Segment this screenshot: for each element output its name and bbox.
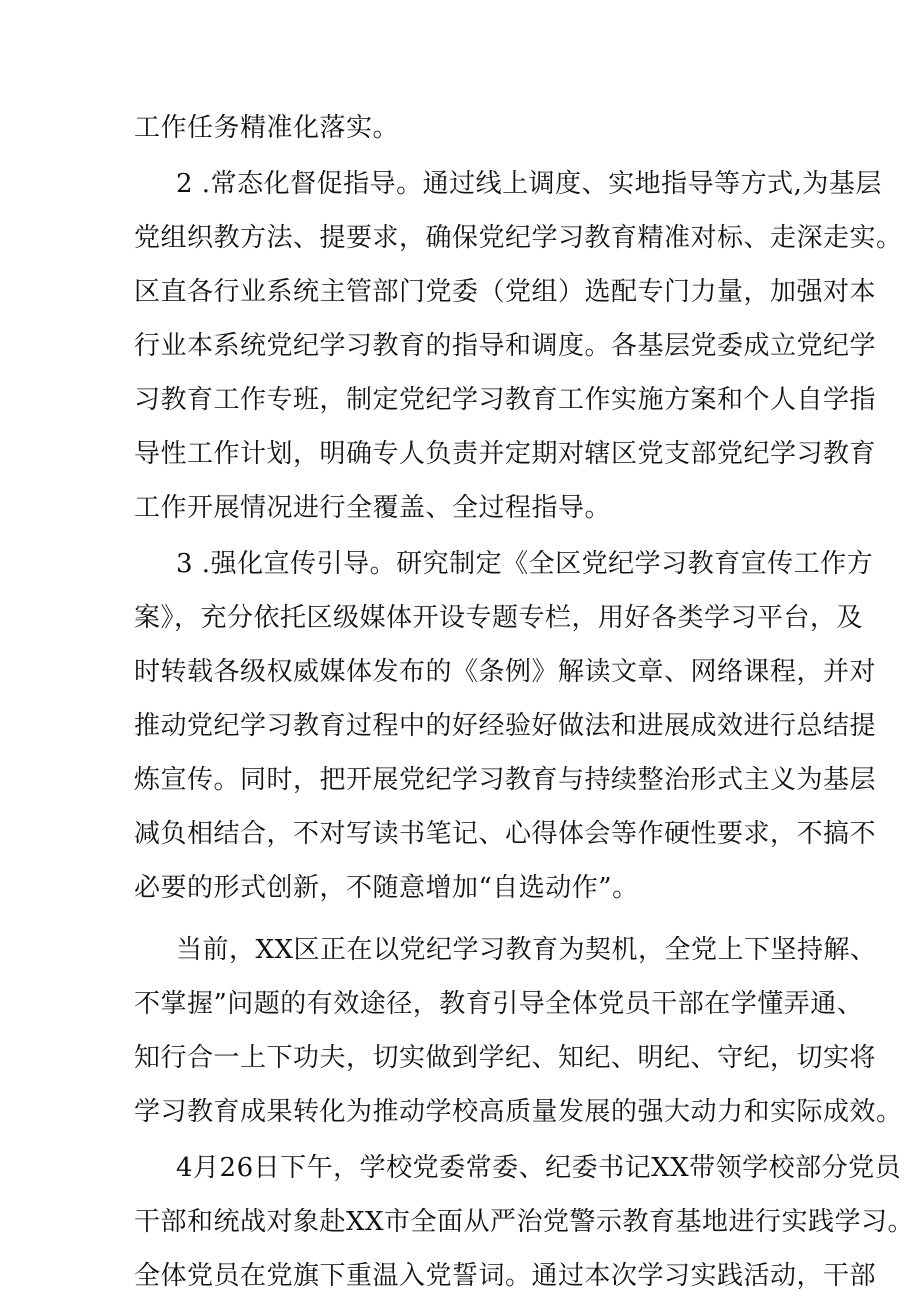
text-line: 行业本系统党纪学习教育的指导和调度。各基层党委成立党纪学 <box>134 331 877 361</box>
text-line: 时转载各级权威媒体发布的《条例》解读文章、网络课程，并对 <box>134 657 877 687</box>
text-line: 习教育工作专班，制定党纪学习教育工作实施方案和个人自学指 <box>134 385 877 415</box>
text-line: 3 .强化宣传引导。研究制定《全区党纪学习教育宣传工作方 <box>176 549 874 579</box>
text-line: 不掌握”问题的有效途径，教育引导全体党员干部在学懂弄通、 <box>134 989 864 1019</box>
text-line: 4月26日下午，学校党委常委、纪委书记XX带领学校部分党员 <box>176 1153 902 1183</box>
text-line: 当前，XX区正在以党纪学习教育为契机，全党上下坚持解、 <box>176 935 877 965</box>
text-line: 炼宣传。同时，把开展党纪学习教育与持续整治形式主义为基层 <box>134 765 877 795</box>
text-line: 必要的形式创新，不随意增加“自选动作”。 <box>134 873 639 903</box>
text-line: 工作任务精准化落实。 <box>134 113 400 143</box>
text-line: 2 .常态化督促指导。通过线上调度、实地指导等方式,为基层 <box>176 169 882 199</box>
text-line: 导性工作计划，明确专人负责并定期对辖区党支部党纪学习教育 <box>134 439 877 469</box>
text-line: 干部和统战对象赴XX市全面从严治党警示教育基地进行实践学习。 <box>134 1207 915 1237</box>
text-line: 区直各行业系统主管部门党委（党组）选配专门力量，加强对本 <box>134 277 877 307</box>
text-line: 工作开展情况进行全覆盖、全过程指导。 <box>134 493 612 523</box>
text-line: 党组织教方法、提要求，确保党纪学习教育精准对标、走深走实。 <box>134 223 903 253</box>
text-line: 全体党员在党旗下重温入党誓词。通过本次学习实践活动，干部 <box>134 1261 877 1291</box>
text-line: 学习教育成果转化为推动学校高质量发展的强大动力和实际成效。 <box>134 1097 903 1127</box>
text-line: 知行合一上下功夫，切实做到学纪、知纪、明纪、守纪，切实将 <box>134 1043 877 1073</box>
text-line: 减负相结合，不对写读书笔记、心得体会等作硬性要求，不搞不 <box>134 819 877 849</box>
text-line: 案》，充分依托区级媒体开设专题专栏，用好各类学习平台，及 <box>134 603 864 633</box>
text-line: 推动党纪学习教育过程中的好经验好做法和进展成效进行总结提 <box>134 711 877 741</box>
